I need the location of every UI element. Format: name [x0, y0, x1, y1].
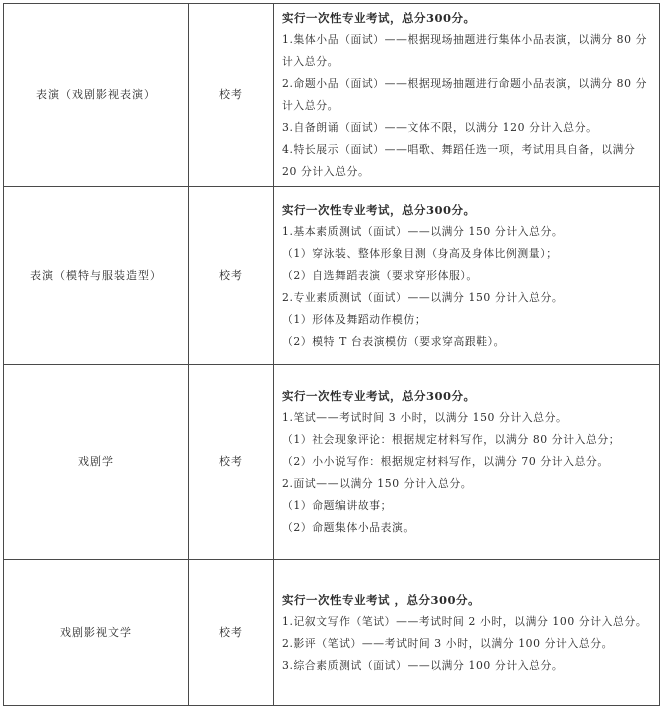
- exam-item: 1.基本素质测试（面试）——以满分 150 分计入总分。: [282, 224, 564, 238]
- table-row: [4, 560, 660, 706]
- exam-type: 校考: [219, 625, 243, 639]
- exam-type-cell: [189, 365, 274, 560]
- major-name: 戏剧影视文学: [60, 625, 132, 639]
- exam-summary: 实行一次性专业考试 ，总分300分。: [282, 592, 481, 607]
- major-cell: [4, 4, 189, 187]
- exam-item: （2）模特 T 台表演模仿（要求穿高跟鞋）。: [282, 334, 506, 348]
- exam-type: 校考: [219, 455, 243, 468]
- exam-item: 1.笔试——考试时间 3 小时，以满分 150 分计入总分。: [282, 411, 568, 424]
- exam-type: 校考: [219, 88, 243, 101]
- exam-item: （1）社会现象评论：根据规定材料写作，以满分 80 分计入总分；: [282, 433, 621, 446]
- major-cell: [4, 560, 189, 706]
- admission-exam-table: [3, 3, 660, 706]
- exam-item: 1.记叙文写作（笔试）——考试时间 2 小时，以满分 100 分计入总分。: [282, 614, 648, 628]
- table-row: [4, 187, 660, 365]
- exam-type-cell: [189, 4, 274, 187]
- exam-detail-cell: [274, 560, 660, 706]
- exam-item: （2）小小说写作：根据规定材料写作，以满分 70 分计入总分。: [282, 455, 609, 468]
- exam-type-cell: [189, 560, 274, 706]
- exam-item: 1.集体小品（面试）——根据现场抽题进行集体小品表演，以满分 80 分计入总分。: [282, 33, 648, 68]
- exam-detail-cell: [274, 4, 660, 187]
- exam-detail-cell: [274, 365, 660, 560]
- exam-summary: 实行一次性专业考试，总分300分。: [282, 11, 476, 25]
- exam-summary: 实行一次性专业考试，总分300分。: [282, 202, 476, 217]
- major-cell: [4, 365, 189, 560]
- exam-item: 3.自备朗诵（面试）——文体不限，以满分 120 分计入总分。: [282, 121, 598, 134]
- major-name: 戏剧学: [78, 455, 114, 468]
- table-row: [4, 4, 660, 187]
- table-row: [4, 365, 660, 560]
- major-name: 表演（模特与服装造型）: [30, 268, 162, 282]
- exam-detail-cell: [274, 187, 660, 365]
- exam-item: （1）形体及舞蹈动作模仿；: [282, 312, 427, 326]
- exam-item: 4.特长展示（面试）——唱歌、舞蹈任选一项，考试用具自备，以满分 20 分计入总分。: [282, 143, 636, 178]
- exam-item: （1）穿泳装、整体形象目测（身高及身体比例测量）；: [282, 246, 558, 260]
- exam-type: 校考: [219, 268, 243, 282]
- exam-item: 3.综合素质测试（面试）——以满分 100 分计入总分。: [282, 658, 564, 672]
- exam-item: 2.专业素质测试（面试）——以满分 150 分计入总分。: [282, 290, 564, 304]
- exam-item: （1）命题编讲故事；: [282, 499, 393, 512]
- exam-item: 2.面试——以满分 150 分计入总分。: [282, 477, 473, 490]
- major-cell: [4, 187, 189, 365]
- exam-item: 2.影评（笔试）——考试时间 3 小时，以满分 100 分计入总分。: [282, 636, 614, 650]
- exam-type-cell: [189, 187, 274, 365]
- major-name: 表演（戏剧影视表演）: [36, 88, 156, 101]
- exam-item: 2.命题小品（面试）——根据现场抽题进行命题小品表演，以满分 80 分计入总分。: [282, 77, 648, 112]
- exam-item: （2）自选舞蹈表演（要求穿形体服）。: [282, 268, 478, 282]
- exam-item: （2）命题集体小品表演。: [282, 521, 415, 534]
- exam-summary: 实行一次性专业考试，总分300分。: [282, 389, 476, 403]
